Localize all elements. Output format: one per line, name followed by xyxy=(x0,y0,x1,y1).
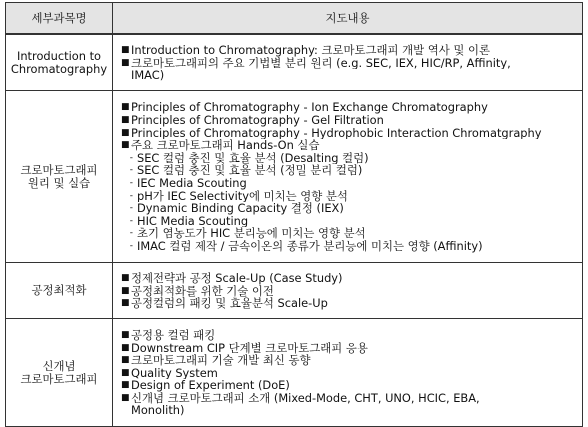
subject-line: 공정최적화 xyxy=(31,283,87,298)
sub-item xyxy=(121,190,578,203)
header-content: 지도내용 xyxy=(113,3,583,35)
subject-cell xyxy=(6,319,113,427)
content-cell xyxy=(113,263,583,319)
bullet-item xyxy=(121,272,578,285)
content-cell xyxy=(113,91,583,263)
item-text: 크로마토그래피의 주요 기법별 분리 원리 (e.g. SEC, IEX, HIC/RP, Affinity, xyxy=(131,56,511,70)
item-text: 신개념 크로마토그래피 소개 (Mixed-Mode, CHT, UNO, HCIC, EBA, xyxy=(131,391,480,405)
item-text: Design of Experiment (DoE) xyxy=(131,379,290,392)
square-bullet-icon: ■ xyxy=(121,102,130,113)
item-text: IMAC 컬럼 제작 / 금속이온의 종류가 분리능에 미치는 영향 (Affinity) xyxy=(137,239,483,253)
square-bullet-icon: ■ xyxy=(121,273,130,284)
dash-icon: - xyxy=(129,178,133,188)
item-text: pH가 IEC Selectivity에 미치는 영향 분석 xyxy=(137,189,348,203)
item-text: 공정최적화를 위한 기술 이전 xyxy=(131,284,274,298)
dash-icon: - xyxy=(129,228,133,239)
subject-line: 신개념 xyxy=(42,358,76,373)
bullet-item xyxy=(121,114,578,127)
dash-icon: - xyxy=(129,152,133,163)
sub-item xyxy=(121,177,578,190)
item-text: Principles of Chromatography - Gel Filtration xyxy=(131,114,384,127)
item-continuation xyxy=(121,404,578,417)
item-text: Principles of Chromatography - Hydrophobic Interaction Chromatgraphy xyxy=(131,126,542,140)
square-bullet-icon: ■ xyxy=(121,367,130,378)
content-cell xyxy=(113,34,583,91)
item-text: 주요 크로마토그래피 Hands-On 실습 xyxy=(131,139,320,152)
content-cell xyxy=(113,319,583,427)
bullet-item xyxy=(121,127,578,140)
item-text: Dynamic Binding Capacity 결정 (IEX) xyxy=(137,202,344,215)
curriculum-table xyxy=(5,2,583,427)
table-row xyxy=(6,319,583,427)
square-bullet-icon: ■ xyxy=(121,115,130,126)
table-row xyxy=(6,34,583,91)
square-bullet-icon: ■ xyxy=(121,355,130,366)
item-text: SEC 컬럼 충진 및 효율 분석 (Desalting 컬럼) xyxy=(137,151,369,165)
bullet-item xyxy=(121,342,578,355)
dash-icon: - xyxy=(129,240,133,251)
square-bullet-icon: ■ xyxy=(121,140,130,151)
item-text: Principles of Chromatography - Ion Exchange Chromatography xyxy=(131,101,488,115)
sub-item xyxy=(121,164,578,177)
square-bullet-icon: ■ xyxy=(121,298,130,309)
subject-cell xyxy=(6,34,113,91)
table-row xyxy=(6,263,583,319)
header-subject: 세부과목명 xyxy=(6,3,113,35)
table-header-row xyxy=(6,3,583,35)
sub-item xyxy=(121,202,578,215)
sub-item xyxy=(121,227,578,240)
dash-icon: - xyxy=(129,215,133,226)
bullet-item xyxy=(121,101,578,114)
item-text: HIC Media Scouting xyxy=(137,214,249,228)
bullet-item xyxy=(121,297,578,310)
item-text: 크로마토그래피 기술 개발 최신 동향 xyxy=(131,354,311,367)
item-text: Quality System xyxy=(131,366,218,380)
subject-line: Chromatography xyxy=(10,61,108,76)
item-text: IEC Media Scouting xyxy=(137,177,247,190)
subject-line: Introduction to xyxy=(16,48,102,63)
bullet-item xyxy=(121,329,578,342)
bullet-item xyxy=(121,57,578,70)
sub-item xyxy=(121,215,578,228)
subject-line: 크로마토그래피 xyxy=(20,371,98,386)
item-text: 공정컬럼의 패킹 및 효율분석 Scale-Up xyxy=(131,297,328,310)
item-text: IMAC) xyxy=(131,69,165,82)
item-text: SEC 컬럼 충진 및 효율 분석 (정밀 분리 컬럼) xyxy=(137,164,363,177)
square-bullet-icon: ■ xyxy=(121,380,130,391)
bullet-item xyxy=(121,367,578,380)
bullet-item xyxy=(121,44,578,57)
table-row xyxy=(6,91,583,263)
bullet-item xyxy=(121,379,578,392)
sub-item xyxy=(121,152,578,165)
dash-icon: - xyxy=(129,203,133,214)
item-text: Monolith) xyxy=(131,404,185,418)
subject-line: 원리 및 실습 xyxy=(27,175,91,190)
item-text: 초기 염농도가 HIC 분리능에 미치는 영향 분석 xyxy=(137,227,366,240)
square-bullet-icon: ■ xyxy=(121,57,130,68)
dash-icon: - xyxy=(129,190,133,201)
subject-cell xyxy=(6,91,113,263)
square-bullet-icon: ■ xyxy=(121,45,130,56)
dash-icon: - xyxy=(129,165,133,176)
square-bullet-icon: ■ xyxy=(121,127,130,138)
item-continuation xyxy=(121,69,578,82)
subject-cell xyxy=(6,263,113,319)
item-text: 공정용 컬럼 패킹 xyxy=(131,328,216,342)
bullet-item xyxy=(121,285,578,298)
square-bullet-icon: ■ xyxy=(121,342,130,353)
bullet-item xyxy=(121,392,578,405)
subject-line: 크로마토그래피 xyxy=(20,162,98,177)
square-bullet-icon: ■ xyxy=(121,392,130,403)
bullet-item xyxy=(121,354,578,367)
square-bullet-icon: ■ xyxy=(121,329,130,340)
item-text: 정제전략과 공정 Scale-Up (Case Study) xyxy=(131,272,343,285)
sub-item xyxy=(121,240,578,253)
item-text: Introduction to Chromatography: 크로마토그래피 개발 역사 및 이론 xyxy=(131,44,490,57)
item-text: Downstream CIP 단계별 크로마토그래피 응용 xyxy=(131,341,368,355)
bullet-item xyxy=(121,139,578,152)
square-bullet-icon: ■ xyxy=(121,285,130,296)
